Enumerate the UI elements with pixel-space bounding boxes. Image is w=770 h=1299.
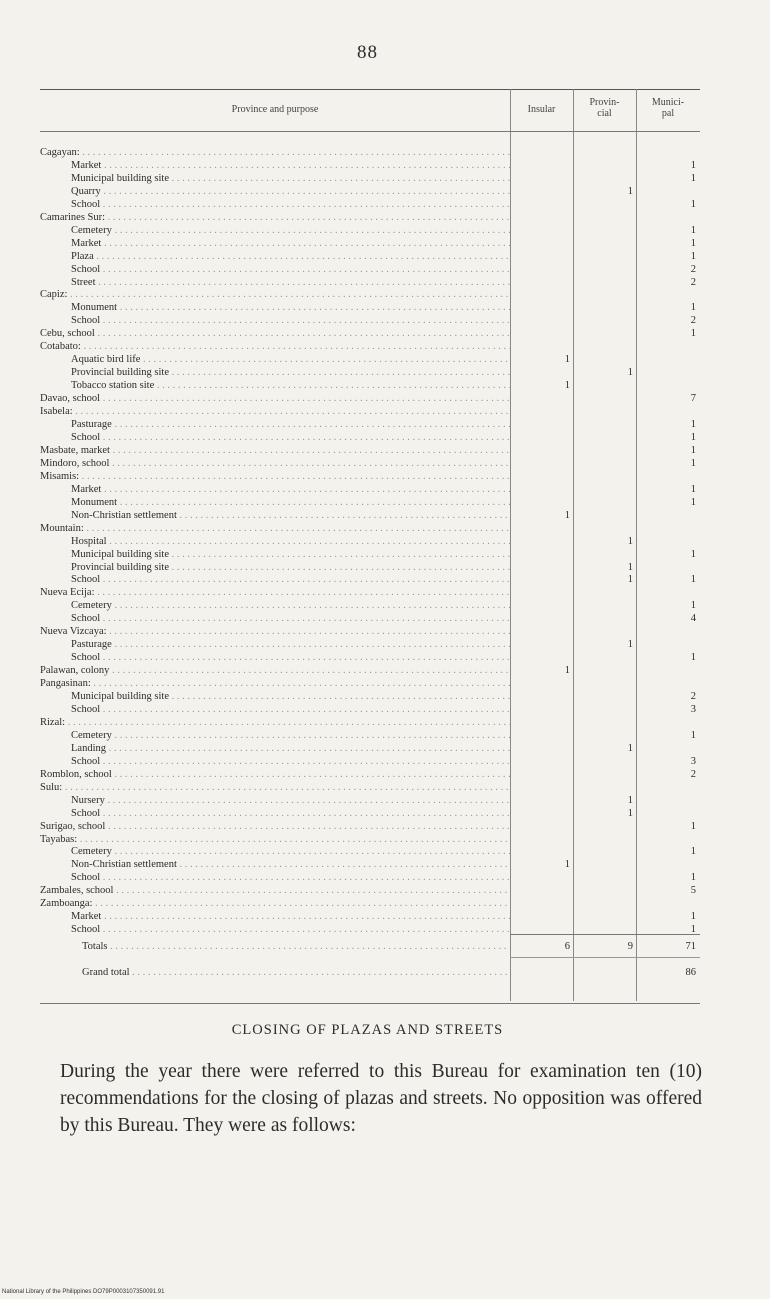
header-rule xyxy=(40,131,700,132)
row-label: Surigao, school . . . xyxy=(40,820,510,833)
table-row xyxy=(40,405,700,418)
cell-provincial: 1 xyxy=(627,185,633,197)
table-row xyxy=(40,483,700,496)
cell-municipal: 2 xyxy=(690,768,696,780)
cell-municipal: 2 xyxy=(690,691,696,703)
row-label: Market . . . xyxy=(71,910,511,923)
cell-municipal: 1 xyxy=(690,820,696,832)
table-row xyxy=(40,146,700,159)
cell-municipal: 2 xyxy=(690,276,696,288)
grand-total-label: Grand total . . . xyxy=(82,967,510,978)
row-label: Provincial building site . . . xyxy=(71,561,511,574)
cell-municipal: 1 xyxy=(690,924,696,936)
totals-municipal: 71 xyxy=(685,941,696,952)
library-footer: National Library of the Philippines DO79P0003107350091.91 xyxy=(2,1289,165,1295)
table-row xyxy=(40,509,700,522)
cell-municipal: 1 xyxy=(690,198,696,210)
cell-provincial: 1 xyxy=(627,367,633,379)
table-row xyxy=(40,185,700,198)
row-label: Cagayan: . . . xyxy=(40,146,510,159)
table-row xyxy=(40,884,700,897)
row-label: Monument . . . xyxy=(71,496,511,509)
row-label: Cemetery . . . xyxy=(71,729,511,742)
table-row xyxy=(40,781,700,794)
row-label: Mindoro, school . . . xyxy=(40,457,510,470)
row-label: School . . . xyxy=(71,871,511,884)
row-label: Nursery . . . xyxy=(71,794,511,807)
cell-insular: 1 xyxy=(564,509,570,521)
table-row xyxy=(40,755,700,768)
table-row xyxy=(40,910,700,923)
cell-municipal: 5 xyxy=(690,885,696,897)
table-row xyxy=(40,535,700,548)
row-label: Street . . . xyxy=(71,276,511,289)
cell-municipal: 1 xyxy=(690,548,696,560)
table-row xyxy=(40,858,700,871)
table-row xyxy=(40,263,700,276)
table-row xyxy=(40,353,700,366)
table-row xyxy=(40,833,700,846)
cell-provincial: 1 xyxy=(627,561,633,573)
table-row xyxy=(40,379,700,392)
row-label: School . . . xyxy=(71,807,511,820)
cell-municipal: 1 xyxy=(690,224,696,236)
cell-municipal: 4 xyxy=(690,613,696,625)
row-label: Hospital . . . xyxy=(71,535,511,548)
grand-total-rule xyxy=(510,957,700,958)
row-label: Non-Christian settlement . . . xyxy=(71,509,511,522)
table-row xyxy=(40,742,700,755)
table-row xyxy=(40,573,700,586)
row-label: Isabela: . . . xyxy=(40,405,510,418)
table-row xyxy=(40,625,700,638)
row-label: Pangasinan: . . . xyxy=(40,677,510,690)
row-label: Municipal building site . . . xyxy=(71,690,511,703)
table-row xyxy=(40,716,700,729)
table-row xyxy=(40,845,700,858)
row-label: School . . . xyxy=(71,198,511,211)
row-label: Nueva Vizcaya: . . . xyxy=(40,625,510,638)
table-row xyxy=(40,612,700,625)
table-row xyxy=(40,561,700,574)
table-row xyxy=(40,392,700,405)
table-row xyxy=(40,314,700,327)
table-row xyxy=(40,548,700,561)
cell-provincial: 1 xyxy=(627,535,633,547)
table-row xyxy=(40,327,700,340)
row-label: Camarines Sur: . . . xyxy=(40,211,510,224)
table-row xyxy=(40,237,700,250)
cell-municipal: 1 xyxy=(690,652,696,664)
cell-municipal: 1 xyxy=(690,911,696,923)
row-label: Tobacco station site . . . xyxy=(71,379,511,392)
row-label: School . . . xyxy=(71,314,511,327)
row-label: Zambales, school . . . xyxy=(40,884,510,897)
cell-municipal: 1 xyxy=(690,600,696,612)
table-row xyxy=(40,638,700,651)
cell-municipal: 1 xyxy=(690,328,696,340)
row-label: Tayabas: . . . xyxy=(40,833,510,846)
table-row xyxy=(40,496,700,509)
cell-insular: 1 xyxy=(564,354,570,366)
row-label: Monument . . . xyxy=(71,301,511,314)
row-label: Market . . . xyxy=(71,237,511,250)
row-label: Romblon, school . . . xyxy=(40,768,510,781)
cell-municipal: 1 xyxy=(690,496,696,508)
row-label: Masbate, market . . . xyxy=(40,444,510,457)
totals-label: Totals . . . xyxy=(82,941,510,952)
cell-municipal: 1 xyxy=(690,483,696,495)
table-row xyxy=(40,703,700,716)
totals-provincial: 9 xyxy=(627,941,633,952)
grand-total-row xyxy=(40,967,700,981)
row-label: Rizal: . . . xyxy=(40,716,510,729)
cell-municipal: 1 xyxy=(690,250,696,262)
totals-row xyxy=(40,941,700,955)
row-label: Cotabato: . . . xyxy=(40,340,510,353)
row-label: Aquatic bird life . . . xyxy=(71,353,511,366)
table-row xyxy=(40,807,700,820)
cell-municipal: 3 xyxy=(690,755,696,767)
table-row xyxy=(40,599,700,612)
row-label: School . . . xyxy=(71,612,511,625)
page-number: 88 xyxy=(357,42,378,63)
table-row xyxy=(40,301,700,314)
row-label: School . . . xyxy=(71,573,511,586)
row-label: Municipal building site . . . xyxy=(71,172,511,185)
table-row xyxy=(40,690,700,703)
table-row xyxy=(40,211,700,224)
row-label: Davao, school . . . xyxy=(40,392,510,405)
cell-municipal: 7 xyxy=(690,393,696,405)
row-label: Non-Christian settlement . . . xyxy=(71,858,511,871)
totals-insular: 6 xyxy=(564,941,570,952)
row-label: Municipal building site . . . xyxy=(71,548,511,561)
row-label: School . . . xyxy=(71,755,511,768)
row-label: School . . . xyxy=(71,651,511,664)
table-row xyxy=(40,586,700,599)
totals-rule xyxy=(510,934,700,935)
cell-municipal: 3 xyxy=(690,703,696,715)
table-row xyxy=(40,340,700,353)
row-label: Quarry . . . xyxy=(71,185,511,198)
cell-provincial: 1 xyxy=(627,807,633,819)
cell-provincial: 1 xyxy=(627,742,633,754)
cell-insular: 1 xyxy=(564,859,570,871)
cell-provincial: 1 xyxy=(627,574,633,586)
row-label: Nueva Ecija: . . . xyxy=(40,586,510,599)
row-label: Landing . . . xyxy=(71,742,511,755)
row-label: Pasturage . . . xyxy=(71,638,511,651)
table-row xyxy=(40,871,700,884)
cell-municipal: 1 xyxy=(690,457,696,469)
section-heading: CLOSING OF PLAZAS AND STREETS xyxy=(231,1022,504,1038)
table-row xyxy=(40,522,700,535)
cell-municipal: 1 xyxy=(690,574,696,586)
table-row xyxy=(40,820,700,833)
table-row xyxy=(40,664,700,677)
table-row xyxy=(40,172,700,185)
header-municipal: Munici- pal xyxy=(651,97,685,119)
cell-municipal: 1 xyxy=(690,302,696,314)
row-label: Market . . . xyxy=(71,483,511,496)
cell-municipal: 1 xyxy=(690,872,696,884)
row-label: Cemetery . . . xyxy=(71,599,511,612)
cell-municipal: 1 xyxy=(690,444,696,456)
table-row xyxy=(40,198,700,211)
table-row xyxy=(40,418,700,431)
row-label: Capiz: . . . xyxy=(40,288,510,301)
header-purpose: Province and purpose xyxy=(231,104,319,115)
row-label: Pasturage . . . xyxy=(71,418,511,431)
row-label: Mountain: . . . xyxy=(40,522,510,535)
cell-provincial: 1 xyxy=(627,639,633,651)
table-row xyxy=(40,677,700,690)
cell-municipal: 1 xyxy=(690,237,696,249)
table-row xyxy=(40,288,700,301)
row-label: Sulu: . . . xyxy=(40,781,510,794)
table-row xyxy=(40,159,700,172)
row-label: School . . . xyxy=(71,263,511,276)
table-body xyxy=(40,146,700,936)
cell-municipal: 2 xyxy=(690,263,696,275)
row-label: School . . . xyxy=(71,923,511,936)
cell-municipal: 1 xyxy=(690,419,696,431)
row-label: Cemetery . . . xyxy=(71,224,511,237)
header-insular: Insular xyxy=(527,104,556,115)
table-row xyxy=(40,729,700,742)
table-row xyxy=(40,457,700,470)
table-row xyxy=(40,431,700,444)
table-row xyxy=(40,768,700,781)
row-label: Provincial building site . . . xyxy=(71,366,511,379)
body-paragraph: During the year there were referred to this Bureau for examination ten (10) recommendations for the closing of plazas and streets. No opposition was offered by this Bureau. They were as follows: xyxy=(60,1061,702,1136)
row-label: School . . . xyxy=(71,703,511,716)
row-label: Zamboanga: . . . xyxy=(40,897,510,910)
header-provincial: Provin- cial xyxy=(589,97,620,119)
table-row xyxy=(40,897,700,910)
row-label: Misamis: . . . xyxy=(40,470,510,483)
table-row xyxy=(40,366,700,379)
cell-provincial: 1 xyxy=(627,794,633,806)
table-top-rule xyxy=(40,89,700,90)
cell-municipal: 1 xyxy=(690,846,696,858)
cell-municipal: 1 xyxy=(690,431,696,443)
grand-total-value: 86 xyxy=(685,967,696,978)
table-bottom-rule xyxy=(40,1003,700,1004)
row-label: Cebu, school . . . xyxy=(40,327,510,340)
row-label: Palawan, colony . . . xyxy=(40,664,510,677)
cell-insular: 1 xyxy=(564,380,570,392)
table-row xyxy=(40,470,700,483)
row-label: Plaza . . . xyxy=(71,250,511,263)
table-row xyxy=(40,276,700,289)
cell-municipal: 1 xyxy=(690,172,696,184)
table-row xyxy=(40,444,700,457)
table-row xyxy=(40,651,700,664)
table-row xyxy=(40,224,700,237)
cell-municipal: 1 xyxy=(690,729,696,741)
cell-insular: 1 xyxy=(564,665,570,677)
table-row xyxy=(40,794,700,807)
row-label: School . . . xyxy=(71,431,511,444)
cell-municipal: 1 xyxy=(690,159,696,171)
cell-municipal: 2 xyxy=(690,315,696,327)
row-label: Cemetery . . . xyxy=(71,845,511,858)
row-label: Market . . . xyxy=(71,159,511,172)
table-row xyxy=(40,250,700,263)
